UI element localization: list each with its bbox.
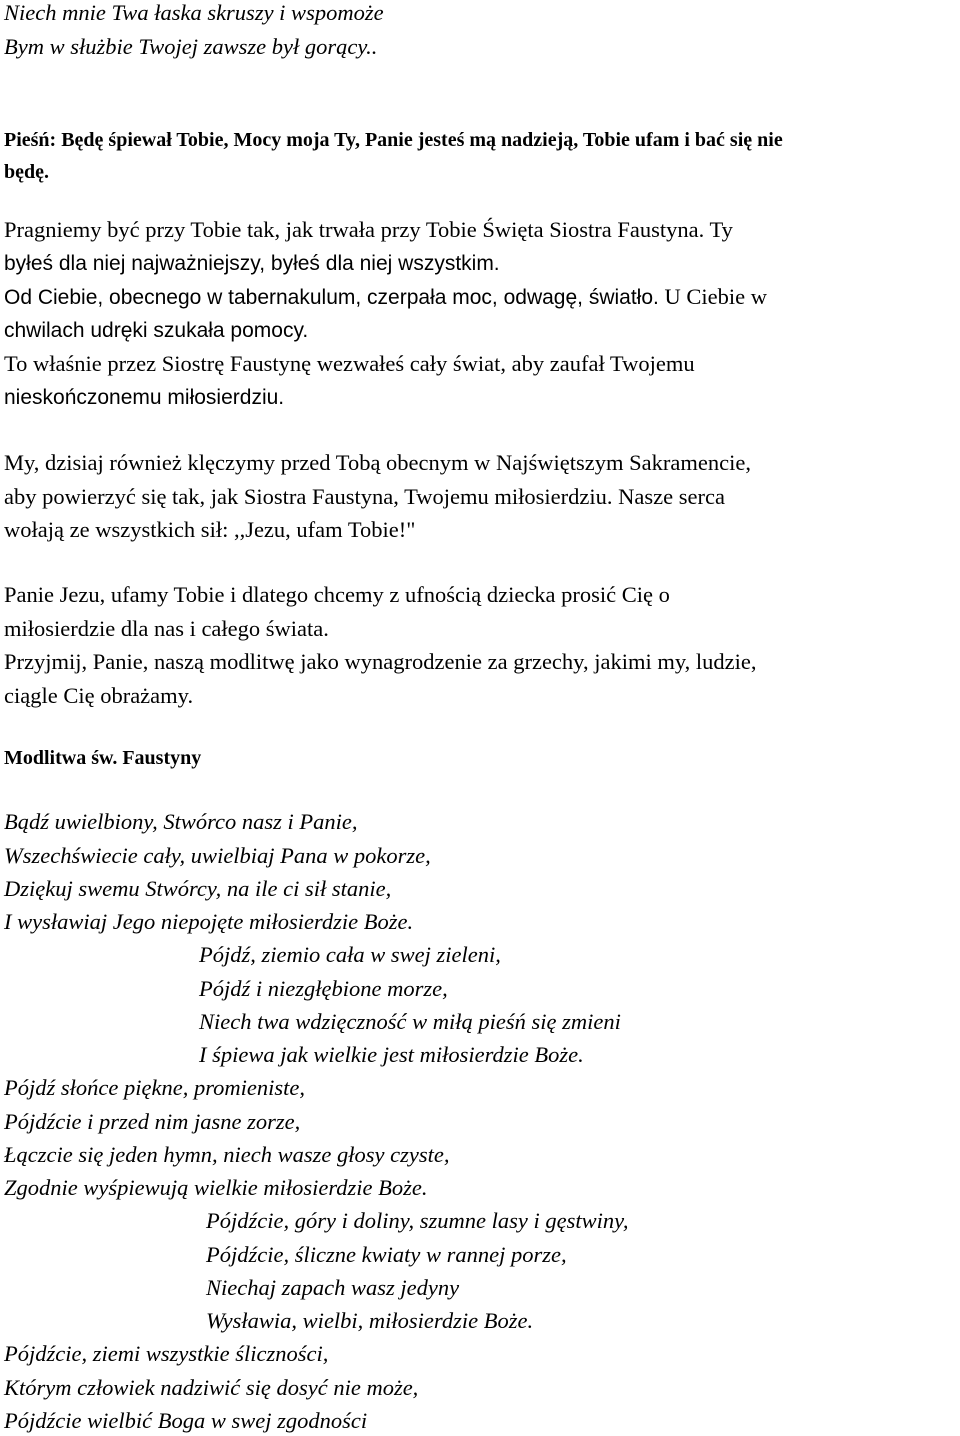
- prayer-line: Zgodnie wyśpiewują wielkie miłosierdzie Boże.: [4, 1175, 428, 1200]
- paragraph-line: aby powierzyć się tak, jak Siostra Faustyna, Twojemu miłosierdziu. Nasze serca: [4, 484, 725, 509]
- prayer-line: Wysławia, wielbi, miłosierdzie Boże.: [206, 1308, 534, 1333]
- paragraph-line: Przyjmij, Panie, naszą modlitwę jako wynagrodzenie za grzechy, jakimi my, ludzie,: [4, 649, 757, 674]
- prayer-line: I wysławiaj Jego niepojęte miłosierdzie Boże.: [4, 909, 414, 934]
- paragraph-line: My, dzisiaj również klęczymy przed Tobą obecnym w Najświętszym Sakramencie,: [4, 450, 751, 475]
- prayer-line: Pójdźcie wielbić Boga w swej zgodności: [4, 1408, 368, 1433]
- prayer-line: Którym człowiek nadziwić się dosyć nie może,: [4, 1375, 419, 1400]
- paragraph-line: [4, 286, 767, 309]
- paragraph-line: miłosierdzie dla nas i całego świata.: [4, 616, 329, 641]
- prayer-line: Wszechświecie cały, uwielbiaj Pana w pokorze,: [4, 843, 431, 868]
- paragraph-line: byłeś dla niej najważniejszy, byłeś dla niej wszystkim.: [4, 252, 500, 275]
- prayer-line: Pójdź i niezgłębione morze,: [199, 976, 448, 1001]
- song-line: Pieśń: Będę śpiewał Tobie, Mocy moja Ty, Panie jesteś mą nadzieją, Tobie ufam i bać się nie: [4, 129, 783, 151]
- prayer-line: Pójdź, ziemio cała w swej zieleni,: [199, 942, 501, 967]
- prayer-line: Pójdź słońce piękne, promieniste,: [4, 1075, 305, 1100]
- prayer-line: Niechaj zapach wasz jedyny: [206, 1275, 460, 1300]
- prayer-line: Łączcie się jeden hymn, niech wasze głosy czyste,: [4, 1142, 450, 1167]
- prayer-heading: Modlitwa św. Faustyny: [4, 747, 202, 769]
- paragraph-line: ciągle Cię obrażamy.: [4, 683, 194, 708]
- paragraph-line: Panie Jezu, ufamy Tobie i dlatego chcemy z ufnością dziecka prosić Cię o: [4, 582, 670, 607]
- paragraph-line: To właśnie przez Siostrę Faustynę wezwałeś cały świat, aby zaufał Twojemu: [4, 351, 695, 376]
- paragraph-line: wołają ze wszystkich sił: ,,Jezu, ufam Tobie!": [4, 517, 416, 542]
- paragraph-segment: Od Ciebie, obecnego w tabernakulum, czerpała moc, odwagę, światło.: [4, 286, 659, 309]
- opening-verse-line: Bym w służbie Twojej zawsze był gorący..: [4, 34, 378, 59]
- song-line: będę.: [4, 161, 49, 183]
- opening-verse-line: Niech mnie Twa łaska skruszy i wspomoże: [4, 0, 384, 25]
- paragraph-line: chwilach udręki szukała pomocy.: [4, 319, 309, 342]
- paragraph-line: nieskończonemu miłosierdziu.: [4, 386, 285, 409]
- paragraph-segment: U Ciebie w: [658, 284, 767, 309]
- prayer-line: Dziękuj swemu Stwórcy, na ile ci sił stanie,: [4, 876, 392, 901]
- prayer-line: Pójdźcie i przed nim jasne zorze,: [4, 1109, 301, 1134]
- prayer-line: Niech twa wdzięczność w miłą pieśń się zmieni: [199, 1009, 621, 1034]
- prayer-line: Pójdźcie, ziemi wszystkie śliczności,: [4, 1341, 329, 1366]
- prayer-line: I śpiewa jak wielkie jest miłosierdzie Boże.: [199, 1042, 584, 1067]
- prayer-line: Pójdźcie, śliczne kwiaty w rannej porze,: [206, 1242, 567, 1267]
- prayer-line: Pójdźcie, góry i doliny, szumne lasy i gęstwiny,: [206, 1208, 629, 1233]
- paragraph-line: Pragniemy być przy Tobie tak, jak trwała przy Tobie Święta Siostra Faustyna. Ty: [4, 217, 733, 242]
- prayer-line: Bądź uwielbiony, Stwórco nasz i Panie,: [4, 809, 358, 834]
